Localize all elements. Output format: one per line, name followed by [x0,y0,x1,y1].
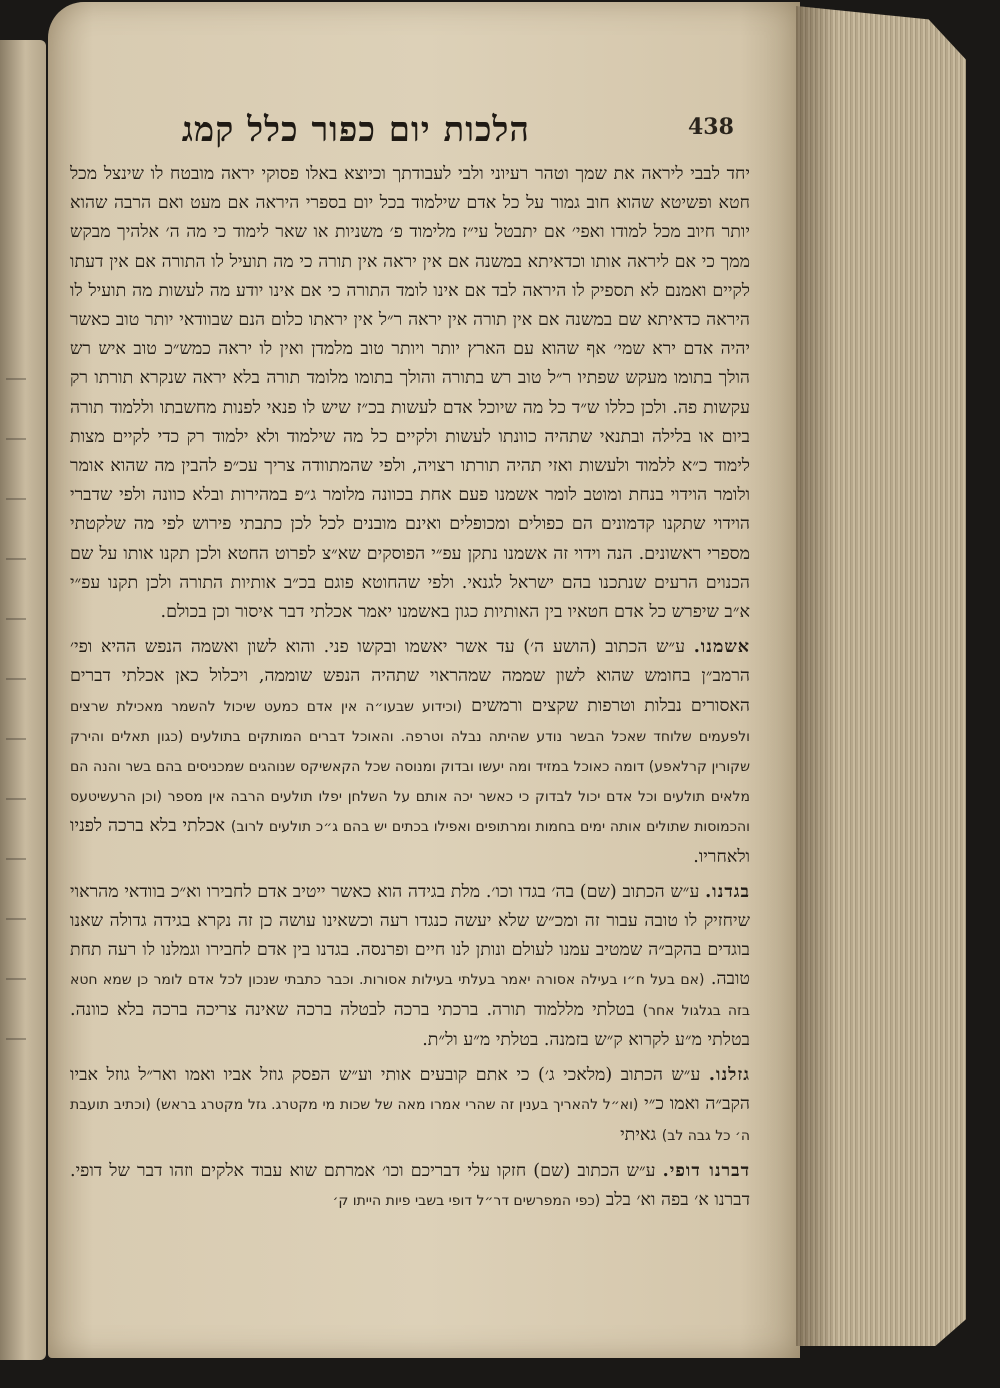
paragraph-gloss: (אם בעל ח״ו בעילה אסורה יאמר בעלתי בעילות אסורות. וכבר כתבתי שנכון לכל אדם לומר כן שמא חטא בזה בגלגול אחר) [70,972,750,1019]
page-header [80,110,760,158]
paragraph-tail: בטלתי מללמוד תורה. ברכתי ברכה לבטלה ברכה שאינה צריכה ברכה בלא כוונה. בטלתי מ״ע לקרוא ק״ש בזמנה. בטלתי מ״ע ול״ת. [70,999,750,1050]
paragraph-lead: אשמנו. [693,637,750,658]
facing-page-text-marks [6,340,26,1040]
paragraph-text: ע״ש הכתוב (שם) בה׳ בגדו וכו׳. מלת בגידה הוא כאשר ייטיב אדם לחבירו וא״כ בוודאי מהראוי שיחזיק לו טובה עבור זה ומכ״ש שלא יעשה כנגדו רעה וכשאינו עושה כן זה נקרא בגידה גדולה שאנו בוגדים בהקב״ה שמטיב עמנו לעולם ונותן לנו חיים ופרנסה. בגדנו בין אדם לחבירו וגמלנו לו רעה תחת טובה. [70,881,750,990]
paragraph-text: יחד לבבי ליראה את שמך וטהר רעיוני ולבי לעבודתך וכיוצא באלו פסוקי יראה מובטח לו שינצל מכל חטא ופשיטא שהוא חוב גמור על כל אדם שילמוד בכל יום בספרי היראה אם מעט ואם הרבה שהוא יותר חיוב מכל למודו ואפי׳ אם יתבטל עי״ז מלימוד פ׳ משניות או שאר לימוד כי מה ה׳ אלהיך מבקש ממך כי אם ליראה אותו וכדאיתא במשנה אם אין יראה אין תורה כי מה תועיל לו התורה אם אין דעתו לקיים ואמנם לא תספיק לו היראה לבד אם אינו לומד התורה כי אם אינו יודע מה לעשות מה תועיל לו היראה כדאיתא שם במשנה אם אין תורה אין יראה ר״ל אין יראתו כלום הנם שבוודאי יותר טוב כאשר יהיה אדם ירא שמי׳ אף שהוא עם הארץ יותר ויותר טוב מלמדן ואין לו יראה כמש״כ טוב איש רש הולך בתומו מעקש שפתיו ר״ל טוב רש בתורה והולך בתומו מלומד תורה בלא יראה שנקרא תורתו רק עקשות פה. ולכן כללו ש״ד כל מה שיוכל אדם לעשות בכ״ז שיש לו פנאי לפנות מחשבתו וללמוד תורה ביום או בלילה ובתנאי שתהיה כוונתו לעשות ולקיים כל מה שילמוד ולא ילמוד רק כדי לקיים מצות לימוד כ״א ללמוד ולעשות ואזי תהיה תורתו רצויה, ולפי שהמתוודה צריך עכ״פ להבין מה שהוא אומר ולומר הוידוי בנחת ומוטב לומר אשמנו פעם אחת בכוונה מלומר ג״פ במהירות ובלא כוונה ולפי שדברי הוידוי שתקנו קדמונים הם כפולים ומכופלים ואינם מובנים לכל לכן כתבתי פירוש לפי מה שלקטתי מספרי ראשונים. הנה וידוי זה אשמנו נתקן עפ״י הפוסקים שא״צ לפרוט החטא ולכן תקנו אותו על שם הכנוים הרעים שנתכנו בהם ישראל לגנאי. ולפי שהחוטא פוגם בכ״ב אותיות התורה ולכן תקנו עפ״י א״ב שיפרש כל אדם חטאיו בין האותיות כגון באשמנו יאמר אכלתי דבר איסור וכן בכולם. [70,164,750,623]
paragraph-text: ע״ש הכתוב (מלאכי ג׳) כי אתם קובעים אותי וע״ש הפסק גוזל אביו ואמו ואר״ל גוזל אביו הקב״ה ואמו כ״י [70,1065,750,1115]
paragraph-lead: בגדנו. [705,881,750,902]
paragraph-lead: דברנו דופי. [662,1160,750,1181]
edge-shadow [796,6,836,1346]
paragraph-gloss: (וא״ל להאריך בענין זה שהרי אמרו מאה של שכות מי מקטרג. גזל מקטרג בראש) (וכתיב תועבת ה׳ כל גבה לב) [70,1097,750,1144]
paragraph-lead: גזלנו. [708,1065,750,1086]
paragraph-text: ע״ש הכתוב (הושע ה׳) עד אשר יאשמו ובקשו פני. והוא לשון ואשמה הנפש ההיא ופי׳ הרמב״ן בחומש שהוא לשון שממה שמהראוי שתהיה הנפש שוממה, ויכלול כאן אכלתי דברים האסורים נבלות וטרפות שקצים ורמשים [70,637,750,716]
paragraph-dibarnu [70,1157,750,1216]
paragraph-tail: גאיתי [620,1124,657,1145]
paragraph-tail: אכלתי בלא ברכה לפניו ולאחריו. [70,816,750,867]
running-title: הלכות יום כפור כלל קמג [181,110,530,150]
paragraph-gloss: (כפי המפרשים דר״ל דופי בשבי פיות הייתו ק׳ [332,1192,601,1209]
paragraph-bagadnu [70,878,750,1055]
page-block-edge [796,6,966,1346]
facing-page-edge [0,40,46,1360]
page-number: 438 [688,114,734,140]
paragraph-text: ע״ש הכתוב (שם) חזקו עלי דבריכם וכו׳ אמרתם שוא עבוד אלקים וזהו דבר של דופי. דברנו א׳ בפה וא׳ בלב [70,1160,750,1210]
paragraph-intro [70,160,750,627]
paragraph-gloss: (וכידוע שבעו״ה אין אדם כמעט שיכול להשמר מאכילת שרצים ולפעמים שלוחד שאכל הבשר נודע שהיתה נבלה וטרפה. והאוכל דברים המותקים בתולעים (כגון תאלים והירק שקורין קרלאפע) דומה כאוכל במזיד ומה יעשו ובדוק ומנוסה שכל הקאשיקס שנוהגים שמכניסים בהם בשר והנה הם מלאים תולעים וכל אדם יכול לבדוק כי כאשר יכה אותם על השלחן יפלו תולעים הרבה אין מספר (וכן הרעשיטעס והכמוסות שתולים אותה ימים בחמות ומרתופים ואפילו בכתים יש בהם ג״כ תולעים לרוב) [70,698,750,836]
paragraph-gazalnu [70,1061,750,1151]
page-body [70,160,750,1290]
paragraph-ashamnu [70,633,750,872]
